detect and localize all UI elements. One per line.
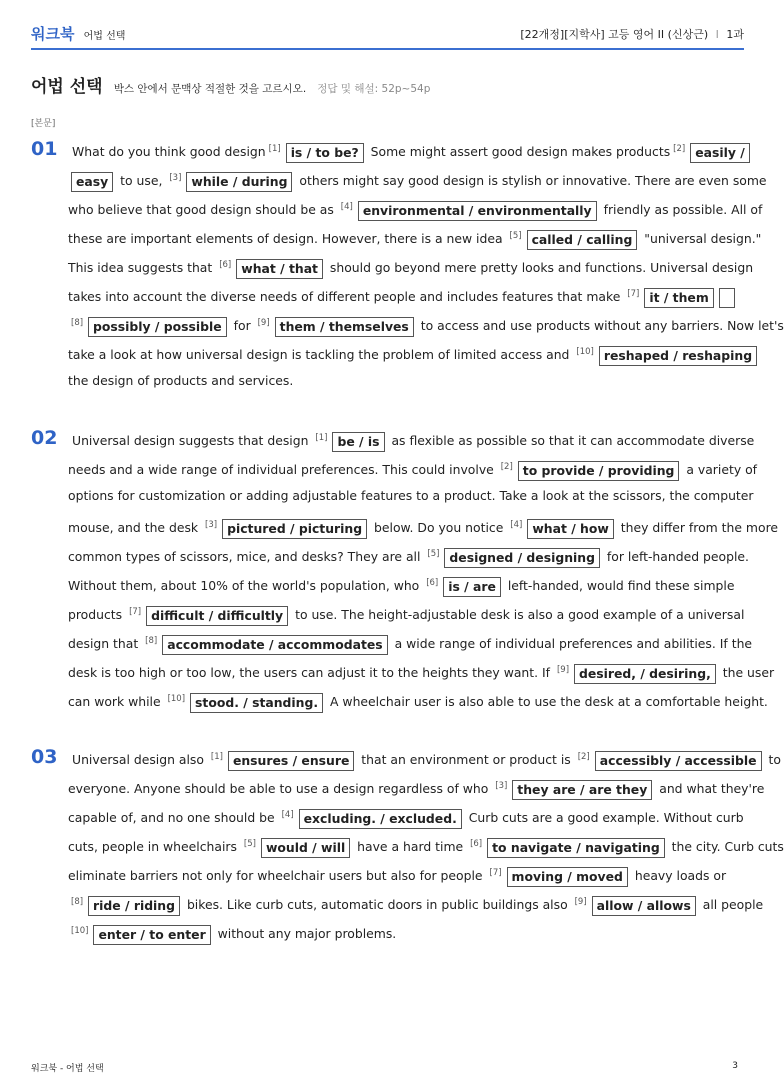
choice-box[interactable]: to provide / providing <box>518 461 680 481</box>
blank-number: [2] <box>577 752 590 762</box>
passage-text: bikes. Like curb cuts, automatic doors in public buildings also <box>183 897 572 912</box>
passage-text: cuts, people in wheelchairs <box>68 839 241 854</box>
passage-text: Universal design also <box>72 752 208 767</box>
passage-text: Universal design suggests that design <box>72 433 313 448</box>
choice-box[interactable]: designed / designing <box>444 548 600 568</box>
choice-box[interactable]: moving / moved <box>507 867 628 887</box>
choice-box[interactable]: excluding. / excluded. <box>299 809 462 829</box>
passage-text: below. Do you notice <box>370 520 508 535</box>
choice-box[interactable]: accessibly / accessible <box>595 751 762 771</box>
passage-text: Some might assert good design makes products <box>366 144 671 159</box>
choice-box[interactable]: ensures / ensure <box>228 751 354 771</box>
blank-number: [7] <box>627 289 640 299</box>
passage-line <box>68 631 753 655</box>
blank-number: [6] <box>470 839 483 849</box>
passage-text: mouse, and the desk <box>68 520 203 535</box>
blank-number: [4] <box>510 520 523 530</box>
blank-number: [6] <box>219 260 232 270</box>
passage-text: needs and a wide range of individual preferences. This could involve <box>68 462 498 477</box>
choice-box[interactable]: difficult / difficultly <box>146 606 288 626</box>
passage-line <box>68 544 748 568</box>
header-bar <box>31 20 744 50</box>
passage-text: What do you think good design <box>72 144 266 159</box>
blank-number: [10] <box>167 694 186 704</box>
passage-text: a wide range of individual preferences and abilities. If the <box>390 636 753 651</box>
passage-line <box>68 892 764 916</box>
instruction-text: 박스 안에서 문맥상 적절한 것을 고르시오. <box>113 83 307 95</box>
passage-text: the city. Curb cuts <box>667 839 784 854</box>
choice-box[interactable]: is / to be? <box>286 143 364 163</box>
choice-box[interactable]: be / is <box>332 432 384 452</box>
section-label: [본문] <box>31 119 56 129</box>
passage-text: design that <box>68 636 143 651</box>
brand-subtitle: 어법 선택 <box>83 31 126 42</box>
choice-box[interactable]: reshaped / reshaping <box>599 346 757 366</box>
choice-box[interactable]: is / are <box>443 577 501 597</box>
passage-text: A wheelchair user is also able to use the desk at a comfortable height. <box>326 694 768 709</box>
choice-box[interactable]: they are / are they <box>512 780 652 800</box>
answer-reference: 정답 및 해설: 52p~54p <box>317 83 431 95</box>
header-separator: I <box>715 28 719 41</box>
blank-number: [4] <box>340 202 353 212</box>
passage-text: to access and use products without any barriers. Now let's <box>416 318 784 333</box>
passage-text: to use, <box>116 173 167 188</box>
choice-box[interactable]: allow / allows <box>592 896 696 916</box>
choice-box[interactable]: them / themselves <box>275 317 414 337</box>
choice-box[interactable]: desired, / desiring, <box>574 664 716 684</box>
passage-line <box>68 834 784 858</box>
blank-number: [1] <box>268 144 281 154</box>
passage-line <box>68 197 763 221</box>
blank-number: [1] <box>315 433 328 443</box>
page-number: 3 <box>732 1061 738 1071</box>
passage-text: as flexible as possible so that it can accommodate diverse <box>387 433 755 448</box>
passage-line <box>68 255 754 279</box>
blank-number: [8] <box>71 318 84 328</box>
passage-text: desk is too high or too low, the users can adjust it to the heights they want. If <box>68 665 554 680</box>
choice-box[interactable]: accommodate / accommodates <box>162 635 387 655</box>
choice-box[interactable]: stood. / standing. <box>190 693 323 713</box>
choice-box[interactable]: ride / riding <box>88 896 180 916</box>
passage-text: and what they're <box>655 781 765 796</box>
passage-text: options for customization or adding adjustable features to a product. Take a look at the scissors, the computer <box>68 488 754 503</box>
passage-text: the user <box>718 665 775 680</box>
passage-text: everyone. Anyone should be able to use a design regardless of who <box>68 781 493 796</box>
passage-line <box>68 284 748 308</box>
passage-line <box>68 863 748 887</box>
choice-box[interactable]: enter / to enter <box>93 925 210 945</box>
blank-number: [6] <box>426 578 439 588</box>
blank-number: [4] <box>281 810 294 820</box>
choice-box[interactable]: called / calling <box>527 230 638 250</box>
choice-box[interactable]: what / how <box>527 519 614 539</box>
passage-line <box>68 921 748 945</box>
blank-number: [9] <box>574 897 587 907</box>
brand-name: 워크북 <box>31 25 75 43</box>
choice-box[interactable]: possibly / possible <box>88 317 227 337</box>
passage-text: takes into account the diverse needs of different people and includes features that make <box>68 289 625 304</box>
blank-number: [8] <box>71 897 84 907</box>
blank-number: [2] <box>500 462 513 472</box>
blank-number: [7] <box>489 868 502 878</box>
passage-text: products <box>68 607 127 622</box>
question-number: 02 <box>31 427 58 449</box>
passage-text: others might say good design is stylish or innovative. There are even some <box>295 173 767 188</box>
empty-box <box>719 288 735 308</box>
passage-line <box>68 226 762 250</box>
passage-line <box>68 457 758 481</box>
passage-text: capable of, and no one should be <box>68 810 279 825</box>
question-number: 03 <box>31 746 58 768</box>
blank-number: [5] <box>427 549 440 559</box>
passage-text: to <box>764 752 781 767</box>
blank-number: [8] <box>145 636 158 646</box>
passage-line <box>68 486 754 506</box>
choice-box[interactable]: while / during <box>186 172 292 192</box>
passage-line <box>68 805 748 829</box>
choice-box[interactable]: environmental / environmentally <box>358 201 597 221</box>
passage-text: heavy loads or <box>630 868 727 883</box>
blank-number: [9] <box>556 665 570 675</box>
blank-number: [5] <box>509 231 522 241</box>
book-info <box>520 26 744 42</box>
page-heading <box>31 72 430 97</box>
passage-line <box>68 428 755 452</box>
passage-line <box>68 660 775 684</box>
passage-text: should go beyond mere pretty looks and functions. Universal design <box>325 260 754 275</box>
passage-text: for left-handed people. <box>602 549 749 564</box>
passage-text: Curb cuts are a good example. Without curb <box>464 810 744 825</box>
passage-line <box>68 515 779 539</box>
passage-line <box>68 776 765 800</box>
blank-number: [9] <box>257 318 270 328</box>
blank-number: [10] <box>71 926 89 936</box>
blank-number: [7] <box>129 607 142 617</box>
passage-line <box>68 342 753 366</box>
passage-line <box>68 168 767 192</box>
brand <box>31 23 125 44</box>
passage-line <box>68 573 748 597</box>
passage-text: have a hard time <box>353 839 468 854</box>
choice-box[interactable]: easily / <box>690 143 750 163</box>
passage-text: can work while <box>68 694 165 709</box>
passage-line <box>68 139 748 163</box>
blank-number: [3] <box>495 781 508 791</box>
passage-text: the design of products and services. <box>68 373 294 388</box>
choice-box[interactable]: it / them <box>644 288 713 308</box>
passage-text: who believe that good design should be as <box>68 202 338 217</box>
lesson-label: 1과 <box>726 28 744 41</box>
blank-number: [10] <box>576 347 594 357</box>
blank-number: [1] <box>210 752 223 762</box>
passage-line <box>68 747 781 771</box>
passage-text: Without them, about 10% of the world's population, who <box>68 578 424 593</box>
choice-box[interactable]: to navigate / navigating <box>487 838 665 858</box>
passage-line <box>68 689 768 713</box>
passage-text: take a look at how universal design is tackling the problem of limited access and <box>68 347 574 362</box>
passage-text: a variety of <box>682 462 758 477</box>
blank-number: [2] <box>673 144 686 154</box>
passage-text: these are important elements of design. However, there is a new idea <box>68 231 507 246</box>
blank-number: [3] <box>169 173 182 183</box>
passage-text: friendly as possible. All of <box>599 202 763 217</box>
choice-box[interactable]: easy <box>71 172 113 192</box>
passage-text: eliminate barriers not only for wheelchair users but also for people <box>68 868 487 883</box>
passage-text: common types of scissors, mice, and desks? They are all <box>68 549 425 564</box>
page-title: 어법 선택 <box>31 77 103 97</box>
choice-box[interactable]: what / that <box>236 259 323 279</box>
book-title: [22개정][지학사] 고등 영어 II (신상근) <box>520 28 709 41</box>
passage-line <box>68 602 748 626</box>
passage-text: to use. The height-adjustable desk is also a good example of a universal <box>291 607 745 622</box>
passage-text: without any major problems. <box>213 926 397 941</box>
passage-text: "universal design." <box>640 231 762 246</box>
passage-text: they differ from the more <box>616 520 779 535</box>
blank-number: [5] <box>243 839 256 849</box>
choice-box[interactable]: would / will <box>261 838 350 858</box>
passage-line <box>68 313 784 337</box>
passage-line <box>68 371 748 391</box>
passage-text: that an environment or product is <box>357 752 575 767</box>
blank-number: [3] <box>205 520 218 530</box>
question-number: 01 <box>31 138 58 160</box>
passage-text: left-handed, would find these simple <box>503 578 735 593</box>
choice-box[interactable]: pictured / picturing <box>222 519 367 539</box>
footer-label: 워크북 - 어법 선택 <box>31 1064 104 1074</box>
passage-text: This idea suggests that <box>68 260 217 275</box>
passage-text: all people <box>698 897 764 912</box>
passage-text: for <box>229 318 255 333</box>
